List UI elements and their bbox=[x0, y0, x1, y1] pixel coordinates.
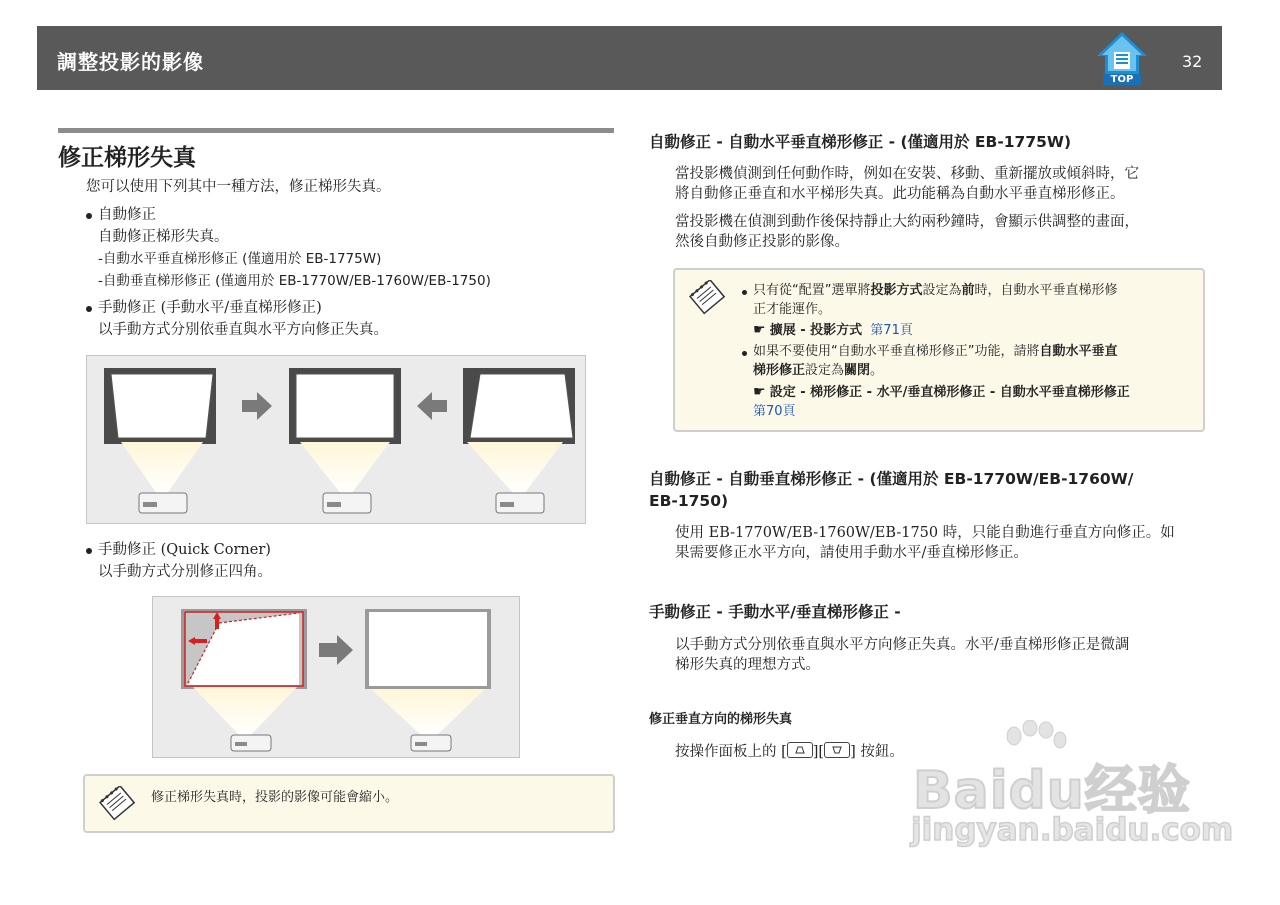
hand-pointer-icon: ☛ bbox=[753, 322, 766, 338]
bullet-dot bbox=[86, 306, 92, 312]
quick-corner-figure bbox=[152, 596, 520, 758]
baidu-watermark bbox=[905, 720, 1234, 860]
note-item2: 如果不要使用“自動水平垂直梯形修正”功能，請將自動水平垂直 bbox=[753, 344, 1118, 359]
keystone-up-button-icon[interactable] bbox=[787, 742, 813, 758]
section-heading-auto-v-line2: EB-1750) bbox=[649, 492, 729, 510]
note-box bbox=[673, 268, 1205, 432]
auto-hv-p2-line1: 當投影機在偵測到動作後保持靜止大約兩秒鐘時，會顯示供調整的畫面， bbox=[675, 214, 1139, 230]
ref2-link[interactable]: 第70頁 bbox=[753, 404, 796, 419]
panel-button-instruction: 按操作面板上的 [ ][ ] 按鈕。 bbox=[675, 744, 904, 760]
note-pencil-icon bbox=[687, 280, 727, 316]
keystone-figure bbox=[86, 355, 586, 524]
keystone-down-button-icon[interactable] bbox=[824, 742, 850, 758]
auto-hv-p1-line1: 當投影機偵測到任何動作時，例如在安裝、移動、重新擺放或傾斜時，它 bbox=[675, 166, 1139, 182]
section-heading: 修正梯形失真 bbox=[58, 145, 196, 171]
note-box bbox=[83, 774, 615, 833]
intro-text: 您可以使用下列其中一種方法，修正梯形失真。 bbox=[86, 179, 391, 195]
subheading-vertical-keystone: 修正垂直方向的梯形失真 bbox=[649, 712, 793, 727]
bullet-dot bbox=[742, 290, 747, 295]
bullet-manual-desc: 以手動方式分別依垂直與水平方向修正失真。 bbox=[98, 322, 388, 338]
note-item1-line2: 正才能運作。 bbox=[753, 302, 832, 317]
bullet-auto-title: 自動修正 bbox=[98, 207, 156, 223]
auto-v-p-line1: 使用 EB-1770W/EB-1760W/EB-1750 時，只能自動進行垂直方向修正。如 bbox=[675, 525, 1175, 541]
section-heading-auto-hv: 自動修正 - 自動水平垂直梯形修正 - (僅適用於 EB-1775W) bbox=[649, 133, 1072, 151]
bullet-dot bbox=[86, 213, 92, 219]
watermark-url: jingyan.baidu.com bbox=[911, 812, 1234, 848]
bullet-auto-line2: -自動水平垂直梯形修正 (僅適用於 EB-1775W) bbox=[98, 251, 382, 267]
page-number: 32 bbox=[1182, 52, 1203, 71]
auto-v-p-line2: 果需要修正水平方向，請使用手動水平/垂直梯形修正。 bbox=[675, 545, 1028, 561]
manual-hv-p-line2: 梯形失真的理想方式。 bbox=[675, 657, 820, 673]
note-pencil-icon bbox=[97, 786, 137, 822]
section-heading-manual-hv: 手動修正 - 手動水平/垂直梯形修正 - bbox=[649, 603, 901, 621]
bullet-manual-title: 手動修正 (手動水平/垂直梯形修正) bbox=[98, 300, 322, 316]
top-label: TOP bbox=[1110, 74, 1134, 85]
section-heading-auto-v: 自動修正 - 自動垂直梯形修正 - (僅適用於 EB-1770W/EB-1760W/ bbox=[649, 470, 1134, 488]
hand-pointer-icon: ☛ bbox=[753, 384, 766, 400]
manual-hv-p-line1: 以手動方式分別依垂直與水平方向修正失真。水平/垂直梯形修正是微調 bbox=[675, 637, 1130, 653]
section-divider bbox=[58, 128, 614, 133]
auto-hv-p2-line2: 然後自動修正投影的影像。 bbox=[675, 234, 849, 250]
note-ref2: ☛ 設定 - 梯形修正 - 水平/垂直梯形修正 - 自動水平垂直梯形修正 bbox=[753, 384, 1130, 400]
left-column bbox=[58, 128, 614, 172]
bullet-auto-line3: -自動垂直梯形修正 (僅適用於 EB-1770W/EB-1760W/EB-1750) bbox=[98, 273, 491, 289]
ref1-link[interactable]: 第71頁 bbox=[870, 323, 913, 338]
bullet-quickcorner-title: 手動修正 (Quick Corner) bbox=[98, 542, 271, 558]
auto-hv-p1-line2: 將自動修正垂直和水平梯形失真。此功能稱為自動水平垂直梯形修正。 bbox=[675, 186, 1125, 202]
note-text: 修正梯形失真時，投影的影像可能會縮小。 bbox=[151, 790, 399, 805]
bullet-auto-desc: 自動修正梯形失真。 bbox=[98, 229, 229, 245]
top-link-icon[interactable] bbox=[1095, 30, 1149, 86]
watermark-logo: Baidu经验 bbox=[913, 761, 1191, 821]
bullet-dot bbox=[742, 351, 747, 356]
page-header bbox=[37, 26, 1222, 90]
note-ref1: ☛ 擴展 - 投影方式 第71頁 bbox=[753, 322, 913, 338]
bullet-quickcorner-desc: 以手動方式分別修正四角。 bbox=[98, 564, 272, 580]
note-item2-line2: 梯形修正設定為關閉。 bbox=[753, 363, 884, 378]
note-item1: 只有從“配置”選單將投影方式設定為前時，自動水平垂直梯形修 bbox=[753, 283, 1118, 298]
page-title: 調整投影的影像 bbox=[57, 50, 204, 74]
bullet-dot bbox=[86, 548, 92, 554]
